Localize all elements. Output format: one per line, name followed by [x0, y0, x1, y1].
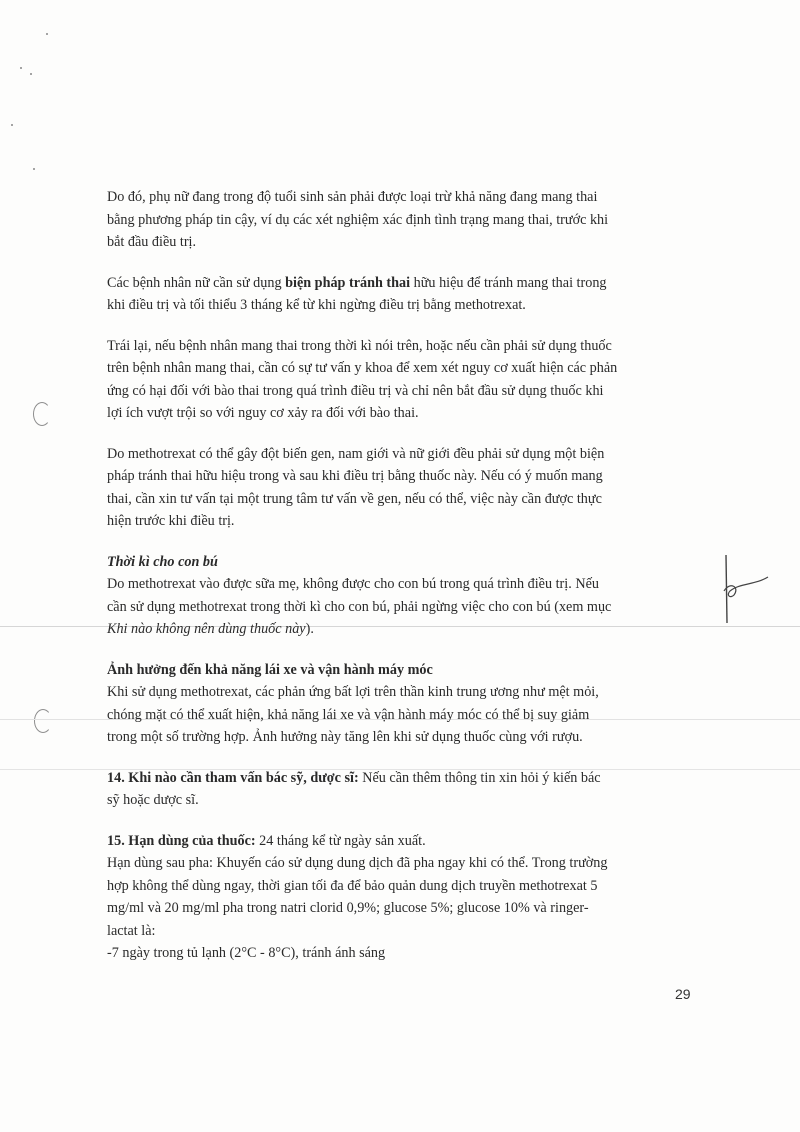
text-line: Do methotrexat vào được sữa mẹ, không được cho con bú trong quá trình điều trị. Nếu	[107, 576, 599, 592]
text-line: ứng có hại đối với bào thai trong quá trình điều trị và chỉ nên bắt đầu sử dụng thuốc khi	[107, 382, 604, 399]
text-line: Khi sử dụng methotrexat, các phản ứng bất lợi trên thần kinh trung ương như mệt mỏi,	[107, 684, 599, 700]
punch-hole-top	[33, 402, 51, 426]
text-line: khi điều trị và tối thiểu 3 tháng kể từ khi ngừng điều trị bằng methotrexat.	[107, 297, 526, 313]
punch-hole-bottom	[34, 709, 52, 733]
scan-speck	[11, 124, 13, 126]
text-line: pháp tránh thai hữu hiệu trong và sau khi điều trị bằng thuốc này. Nếu có ý muốn mang	[107, 468, 603, 484]
text-line: lợi ích vượt trội so với nguy cơ xảy ra đối với bào thai.	[107, 405, 419, 421]
scan-speck	[30, 73, 32, 75]
text-line: Trái lại, nếu bệnh nhân mang thai trong thời kì nói trên, hoặc nếu cần phải sử dụng thuốc	[107, 337, 612, 354]
section-14-consult	[107, 767, 697, 812]
text-line: hợp không thể dùng ngay, thời gian tối đa để bảo quản dung dịch truyền methotrexat 5	[107, 877, 598, 894]
paragraph-genetic-mutation	[107, 443, 697, 533]
text-fragment: Các bệnh nhân nữ cần sử dụng	[107, 274, 286, 291]
text-fragment: ).	[305, 621, 314, 637]
text-line: sỹ hoặc dược sĩ.	[107, 792, 199, 808]
text-fragment: Nếu cần thêm thông tin xin hỏi ý kiến bác	[358, 769, 601, 786]
text-line: Hạn dùng sau pha: Khuyến cáo sử dụng dung dịch đã pha ngay khi có thể. Trong trường	[107, 855, 608, 871]
section-heading-breastfeeding: Thời kì cho con bú	[107, 553, 218, 570]
paragraph-contraception	[107, 272, 697, 317]
document-body	[107, 186, 697, 983]
text-fragment: hữu hiệu để tránh mang thai trong	[410, 274, 607, 291]
section-driving	[107, 659, 697, 749]
scan-speck	[46, 33, 48, 35]
scan-speck	[33, 168, 35, 170]
text-line: trên bệnh nhân mang thai, cần có sự tư vấn y khoa để xem xét nguy cơ xuất hiện các phản	[107, 360, 618, 376]
paragraph-pregnancy-risk	[107, 335, 697, 425]
section-15-expiry	[107, 830, 697, 965]
section-heading-15: 15. Hạn dùng của thuốc:	[107, 832, 256, 849]
section-heading-driving: Ảnh hưởng đến khả năng lái xe và vận hành máy móc	[107, 661, 433, 678]
text-line: bằng phương pháp tin cậy, ví dụ các xét nghiệm xác định tình trạng mang thai, trước khi	[107, 211, 609, 228]
list-item-text: 7 ngày trong tủ lạnh (2°C - 8°C), tránh ánh sáng	[111, 945, 386, 961]
cross-reference: Khi nào không nên dùng thuốc này	[107, 621, 306, 637]
text-line	[107, 830, 697, 853]
text-line: trong một số trường hợp. Ảnh hưởng này tăng lên khi sử dụng thuốc cùng với rượu.	[107, 729, 583, 745]
list-item	[107, 942, 697, 965]
page-number: 29	[675, 986, 691, 1002]
section-breastfeeding	[107, 551, 697, 641]
text-line: chóng mặt có thể xuất hiện, khả năng lái xe và vận hành máy móc có thể bị suy giảm	[107, 706, 590, 723]
text-line: Do methotrexat có thể gây đột biến gen, nam giới và nữ giới đều phải sử dụng một biện	[107, 445, 605, 462]
text-line: mg/ml và 20 mg/ml pha trong natri clorid 0,9%; glucose 5%; glucose 10% và ringer-	[107, 900, 589, 916]
scan-speck	[20, 67, 22, 69]
paragraph-pregnancy-exclusion	[107, 186, 697, 254]
text-line: cần sử dụng methotrexat trong thời kì cho con bú, phải ngừng việc cho con bú (xem mục	[107, 598, 612, 615]
text-line	[107, 618, 697, 641]
text-fragment: 24 tháng kể từ ngày sản xuất.	[255, 832, 426, 849]
text-line: hiện trước khi điều trị.	[107, 513, 235, 529]
text-line	[107, 272, 697, 295]
signature-mark	[700, 553, 770, 633]
list-dash: -	[107, 945, 112, 961]
text-line: Do đó, phụ nữ đang trong độ tuổi sinh sản phải được loại trừ khả năng đang mang thai	[107, 189, 598, 205]
text-line	[107, 767, 697, 790]
bold-term-contraception: biện pháp tránh thai	[285, 274, 411, 291]
section-heading-14: 14. Khi nào cần tham vấn bác sỹ, dược sĩ:	[107, 769, 359, 786]
text-line: bắt đầu điều trị.	[107, 234, 197, 250]
text-line: lactat là:	[107, 922, 156, 939]
text-line: thai, cần xin tư vấn tại một trung tâm tư vấn về gen, nếu có thể, việc này cần được thực	[107, 490, 602, 507]
